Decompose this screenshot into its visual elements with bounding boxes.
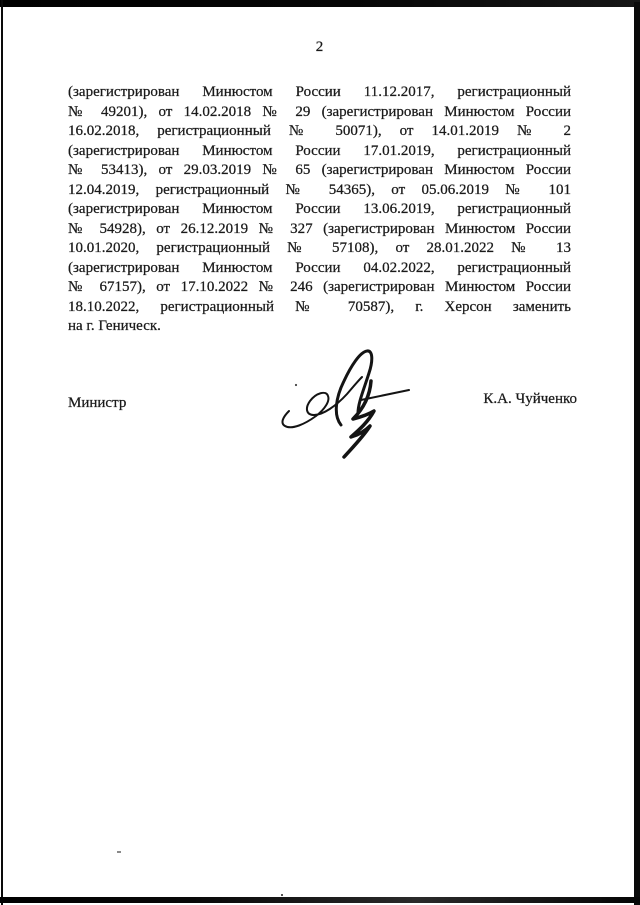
scan-border-top: [0, 0, 640, 7]
scan-border-right: [634, 2, 640, 905]
scan-border-bottom: [0, 897, 640, 903]
paragraph-line: (зарегистрирован Минюстом России 17.01.2019, регистрационный: [68, 142, 571, 159]
paragraph-line: 16.02.2018, регистрационный № 50071), от 14.01.2019 № 2: [68, 123, 571, 139]
paragraph-line: № 67157), от 17.10.2022 № 246 (зарегистрирован Минюстом России: [68, 279, 571, 295]
paragraph-line: (зарегистрирован Минюстом России 13.06.2019, регистрационный: [68, 201, 571, 217]
paragraph-line: № 53413), от 29.03.2019 № 65 (зарегистрирован Минюстом России: [68, 162, 571, 178]
paragraph-line: 18.10.2022, регистрационный № 70587), г. Херсон заменить: [68, 298, 571, 315]
page-number: 2: [315, 39, 324, 55]
paragraph-line: (зарегистрирован Минюстом России 04.02.2022, регистрационный: [68, 259, 571, 276]
paragraph-line: на г. Геническ.: [68, 318, 161, 334]
paragraph-line: № 49201), от 14.02.2018 № 29 (зарегистрирован Минюстом России: [68, 103, 571, 120]
paragraph-line: (зарегистрирован Минюстом России 11.12.2017, регистрационный: [68, 84, 571, 100]
scan-border-left: [1, 0, 3, 905]
scan-speck: [281, 894, 283, 896]
paragraph-line: 12.04.2019, регистрационный № 54365), от 05.06.2019 № 101: [68, 181, 571, 198]
paragraph-line: 10.01.2020, регистрационный № 57108), от 28.01.2022 № 13: [68, 240, 571, 256]
scan-speck: [117, 851, 121, 853]
signatory-title: Министр: [68, 395, 127, 411]
signatory-name: К.А. Чуйченко: [483, 391, 577, 407]
paragraph-line: № 54928), от 26.12.2019 № 327 (зарегистрирован Минюстом России: [68, 220, 571, 237]
handwritten-signature-icon: [265, 338, 420, 465]
paragraph: [68, 83, 571, 337]
